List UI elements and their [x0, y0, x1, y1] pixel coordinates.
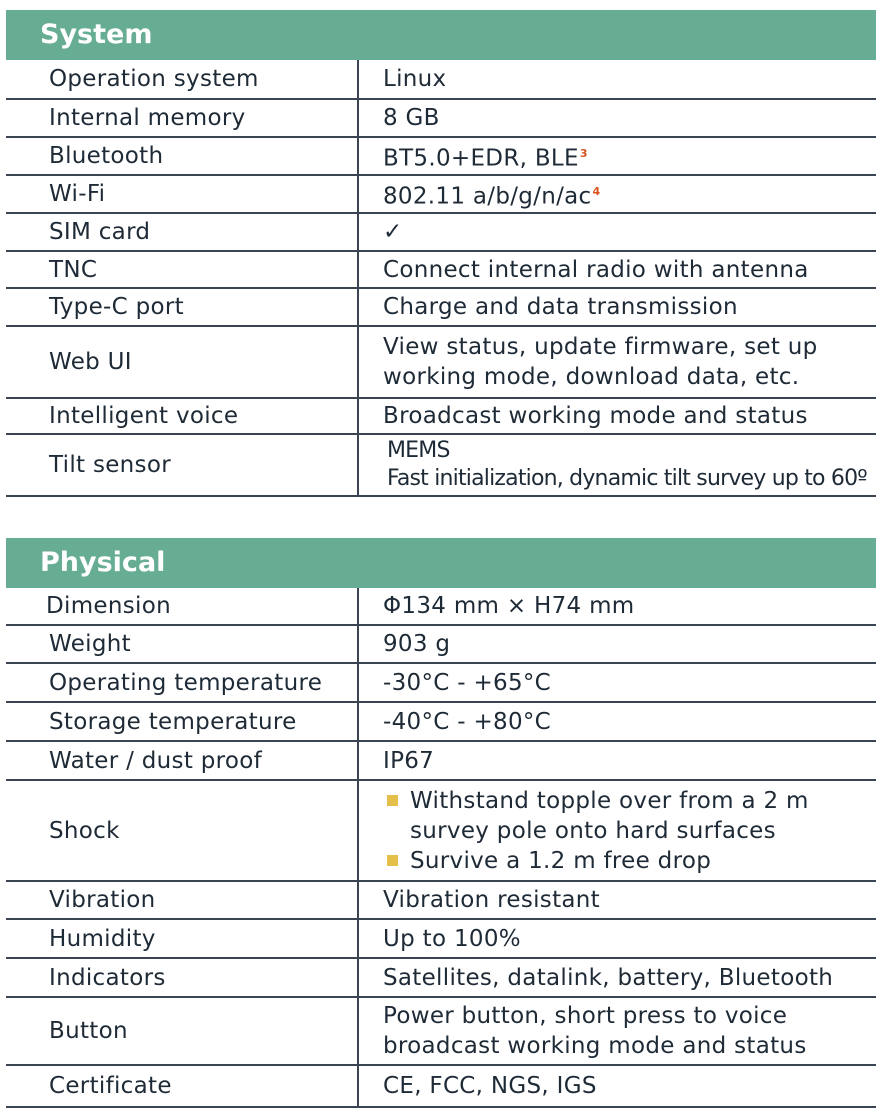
spec-label: SIM card [6, 214, 359, 250]
spec-row-operating-temperature [6, 664, 876, 703]
spec-value: Power button, short press to voice broadcast working mode and status [383, 1003, 807, 1059]
bullet-square-icon [387, 795, 398, 806]
bullet-item: Survive a 1.2 m free drop [383, 846, 876, 876]
spec-row-water-dust-proof [6, 742, 876, 781]
spec-label: Water / dust proof [6, 742, 359, 779]
spec-row-weight [6, 626, 876, 664]
check-icon: ✓ [383, 219, 403, 245]
spec-row-tnc [6, 252, 876, 289]
spec-value: Charge and data transmission [383, 294, 738, 320]
spec-label: Certificate [6, 1066, 359, 1106]
spec-value [361, 781, 876, 880]
spec-label: Operating temperature [6, 664, 359, 701]
spec-label: Weight [6, 626, 359, 662]
spec-value: Up to 100% [383, 925, 521, 952]
spec-label: Type-C port [6, 289, 359, 325]
spec-value: 903 g [383, 631, 451, 657]
spec-row-sim-card [6, 214, 876, 252]
spec-value: Satellites, datalink, battery, Bluetooth [383, 964, 834, 991]
spec-row-certificate [6, 1066, 876, 1108]
spec-row-internal-memory [6, 100, 876, 138]
spec-label: Tilt sensor [6, 435, 359, 495]
spec-row-intelligent-voice [6, 399, 876, 435]
spec-row-shock [6, 781, 876, 882]
spec-value: MEMS Fast initialization, dynamic tilt survey up to 60º [387, 438, 867, 491]
spec-label: Internal memory [6, 100, 359, 136]
bullet-continuation: survey pole onto hard surfaces [410, 817, 776, 844]
spec-value [361, 214, 876, 250]
spec-row-storage-temperature [6, 703, 876, 742]
spec-value: IP67 [383, 747, 435, 774]
spec-label: Operation system [6, 60, 359, 98]
spec-row-web-ui [6, 327, 876, 399]
footnote-marker: 3 [579, 146, 588, 160]
spec-row-operation-system [6, 60, 876, 100]
spec-row-humidity [6, 920, 876, 959]
spec-value: BT5.0+EDR, BLE$^3$ [383, 145, 588, 172]
physical-header: Physical [6, 538, 876, 588]
spec-label: Bluetooth [6, 138, 359, 174]
bullet-square-icon [387, 855, 398, 866]
spec-label: Indicators [6, 959, 359, 996]
spec-value: 802.11 a/b/g/n/ac$^4$ [383, 183, 601, 210]
system-section [6, 10, 876, 497]
spec-label: Intelligent voice [6, 399, 359, 433]
spec-value: Broadcast working mode and status [383, 403, 808, 429]
spec-value: Vibration resistant [383, 887, 601, 913]
spec-value: 8 GB [383, 105, 440, 131]
spec-row-tilt-sensor [6, 435, 876, 497]
spec-label: Dimension [6, 588, 359, 624]
spec-row-button [6, 998, 876, 1066]
spec-row-vibration [6, 882, 876, 920]
spec-value: Connect internal radio with antenna [383, 256, 809, 283]
spec-row-wifi [6, 176, 876, 214]
spec-value: Linux [383, 66, 447, 92]
spec-label: Shock [6, 781, 359, 880]
spec-value: View status, update firmware, set up working mode, download data, etc. [383, 334, 818, 390]
spec-value: -40°C - +80°C [383, 708, 552, 735]
spec-row-type-c-port [6, 289, 876, 327]
spec-row-bluetooth [6, 138, 876, 176]
spec-value: -30°C - +65°C [383, 669, 552, 696]
spec-label: Humidity [6, 920, 359, 957]
bullet-item: Withstand topple over from a 2 m [383, 786, 876, 816]
spec-value: Φ134 mm × H74 mm [383, 593, 635, 619]
footnote-marker: 4 [592, 184, 601, 198]
spec-label: Button [6, 998, 359, 1064]
spec-label: Wi-Fi [6, 176, 359, 212]
spec-row-dimension [6, 588, 876, 626]
spec-label: TNC [6, 252, 359, 287]
spec-label: Vibration [6, 882, 359, 918]
spec-value: CE, FCC, NGS, IGS [383, 1073, 597, 1099]
spec-label: Web UI [6, 327, 359, 397]
physical-section [6, 538, 876, 1108]
spec-row-indicators [6, 959, 876, 998]
spec-label: Storage temperature [6, 703, 359, 740]
system-header: System [6, 10, 876, 60]
